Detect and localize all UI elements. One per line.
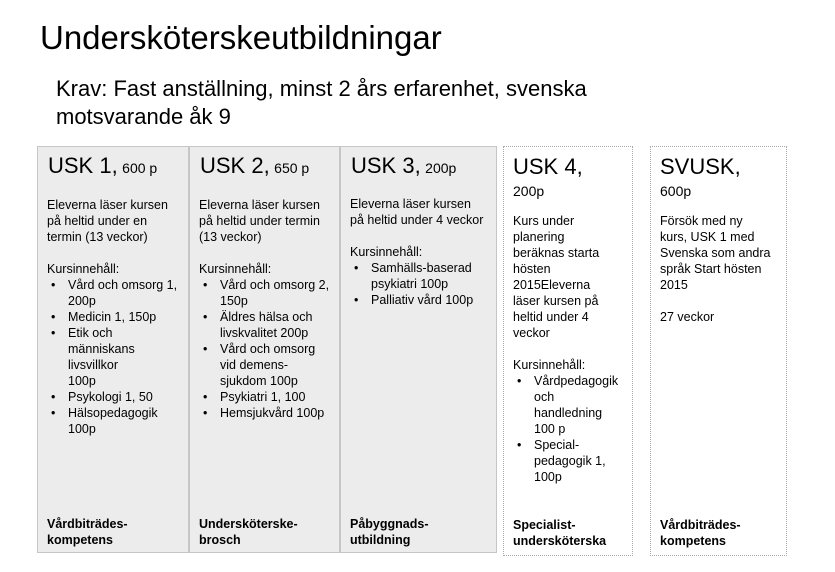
- course-box-usk3: [340, 146, 497, 553]
- course-points: 200p: [425, 160, 457, 176]
- course-intro: Eleverna läser kursen på heltid under en termin (13 veckor): [47, 198, 168, 244]
- course-duration: 27 veckor: [660, 310, 715, 324]
- course-name: USK 2,: [200, 153, 270, 178]
- list-item: • Vård och omsorg vid demens-sjukdom 100p: [220, 341, 316, 389]
- list-item: • Hälsopedagogik 100p: [68, 405, 183, 437]
- list-item: • Palliativ vård 100p: [371, 292, 486, 308]
- course-heading: [48, 153, 157, 179]
- list-item: • Psykiatri 1, 100: [220, 389, 333, 405]
- course-name: USK 4,: [513, 154, 583, 179]
- requirements-text: Krav: Fast anställning, minst 2 års erfarenhet, svenska motsvarande åk 9: [56, 76, 587, 129]
- list-item: • Etik och människans livsvillkor 100p: [68, 325, 148, 389]
- content-label: Kursinnehåll:: [513, 358, 586, 372]
- course-content-list: [47, 277, 183, 437]
- course-name: SVUSK,: [660, 154, 741, 179]
- course-content-list: [513, 373, 617, 485]
- list-item: • Medicin 1, 150p: [68, 309, 183, 325]
- course-outcome: Undersköterske-brosch: [199, 517, 298, 547]
- list-item: • Samhälls-baserad psykiatri 100p: [371, 260, 486, 292]
- list-item: • Hemsjukvård 100p: [220, 405, 333, 421]
- list-item: • Vårdpedagogik och handledning 100 p: [534, 373, 617, 437]
- course-intro: Eleverna läser kursen på heltid under termin (13 veckor): [199, 198, 320, 244]
- course-points: 600 p: [122, 160, 158, 176]
- course-heading: [513, 155, 583, 201]
- course-heading: [660, 155, 741, 201]
- course-body: [47, 197, 183, 437]
- course-outcome: Vårdbiträdes-kompetens: [660, 518, 741, 548]
- course-outcome: Påbyggnads-utbildning: [350, 517, 429, 547]
- course-intro: Eleverna läser kursen på heltid under 4 veckor: [350, 197, 484, 227]
- course-name: USK 1,: [48, 153, 118, 178]
- list-item: • Vård och omsorg 1, 200p: [68, 277, 183, 309]
- course-outcome: Vårdbiträdes-kompetens: [47, 517, 128, 547]
- course-body: [660, 213, 772, 325]
- course-intro: Försök med ny kurs, USK 1 med Svenska som andra språk Start hösten 2015: [660, 214, 771, 292]
- course-points: 600p: [660, 183, 692, 199]
- course-content-list: [350, 260, 486, 308]
- course-name: USK 3,: [351, 153, 421, 178]
- course-box-svusk: [650, 146, 787, 556]
- course-points: 650 p: [274, 160, 310, 176]
- course-box-usk2: [189, 146, 340, 553]
- course-intro: Kurs under planering beräknas starta hösten 2015Eleverna läser kursen på heltid under 4 veckor: [513, 214, 600, 340]
- course-body: [513, 213, 617, 485]
- list-item: • Special-pedagogik 1, 100p: [534, 437, 617, 485]
- course-heading: [200, 153, 309, 179]
- list-item: • Vård och omsorg 2, 150p: [220, 277, 333, 309]
- course-box-usk4: [503, 146, 633, 556]
- course-heading: [351, 153, 456, 179]
- page-title: Undersköterskeutbildningar: [40, 19, 442, 56]
- content-label: Kursinnehåll:: [47, 262, 120, 276]
- content-label: Kursinnehåll:: [350, 245, 423, 259]
- content-label: Kursinnehåll:: [199, 262, 272, 276]
- list-item: • Psykologi 1, 50: [68, 389, 183, 405]
- course-body: [350, 196, 486, 308]
- course-box-usk1: [37, 146, 189, 553]
- course-body: [199, 197, 333, 421]
- list-item: • Äldres hälsa och livskvalitet 200p: [220, 309, 333, 341]
- course-content-list: [199, 277, 333, 421]
- course-points: 200p: [513, 183, 545, 199]
- course-outcome: Specialist-undersköterska: [513, 518, 607, 548]
